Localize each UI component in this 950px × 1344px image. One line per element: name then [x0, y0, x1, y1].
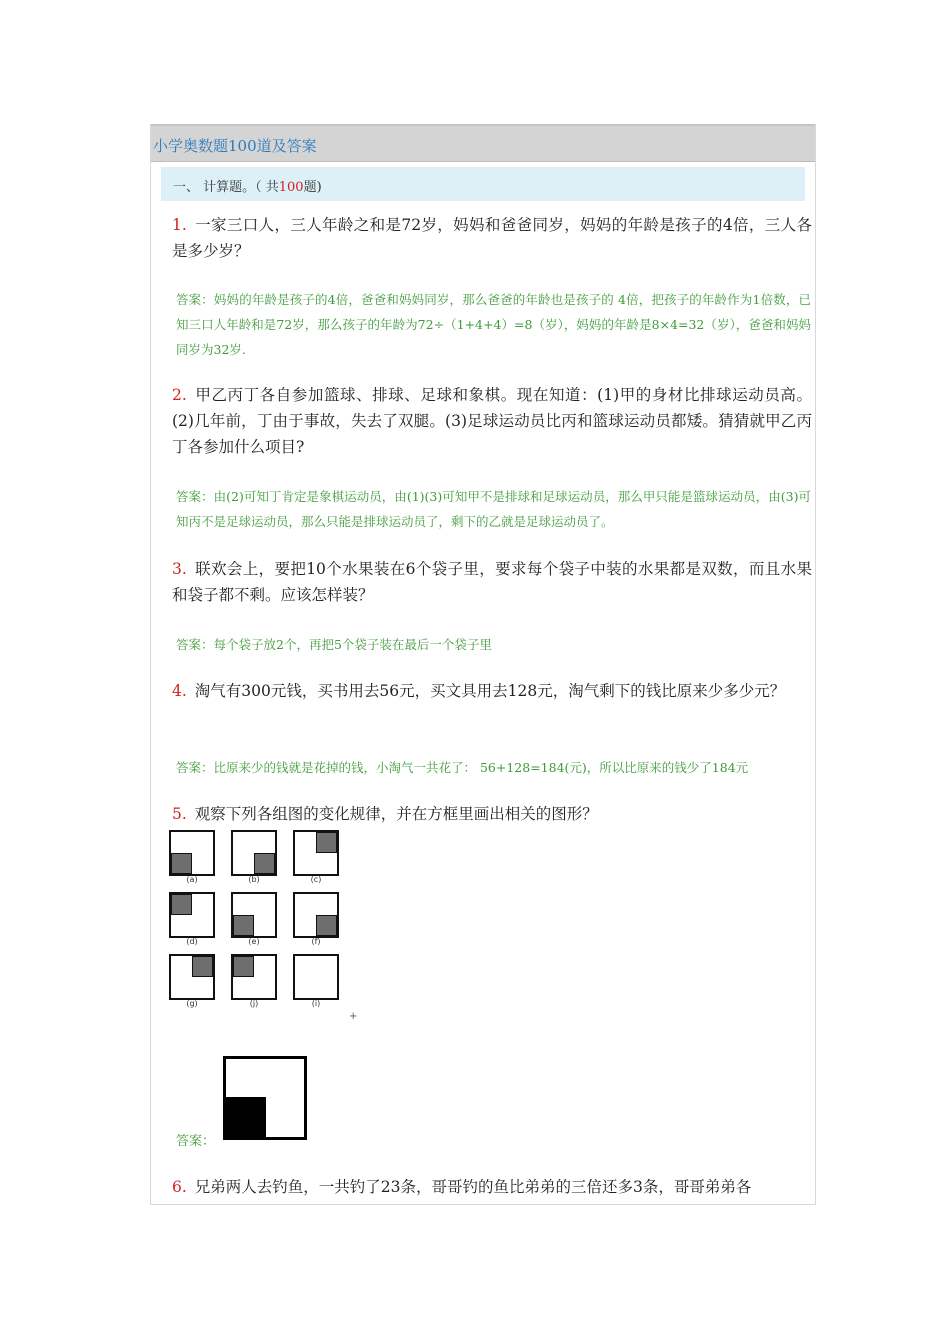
puzzle-cell — [231, 954, 277, 1010]
question-text: 联欢会上，要把10个水果装在6个袋子里，要求每个袋子中装的水果都是双数，而且水果和袋子都不剩。应该怎样装？ — [172, 560, 812, 604]
question-6 — [172, 1174, 812, 1200]
shaded-quadrant — [233, 956, 254, 977]
puzzle-cell — [169, 954, 215, 1010]
question-number: 6. — [172, 1178, 187, 1196]
question-count: 100 — [278, 180, 304, 195]
question-1 — [172, 212, 812, 264]
question-text: 淘气有300元钱，买书用去56元，买文具用去128元，淘气剩下的钱比原来少多少元？ — [194, 682, 786, 700]
question-text: 一家三口人，三人年龄之和是72岁，妈妈和爸爸同岁，妈妈的年龄是孩子的4倍，三人各是多少岁？ — [172, 216, 812, 260]
shaded-quadrant — [233, 915, 254, 936]
puzzle-cell — [293, 892, 339, 948]
puzzle-cell — [169, 830, 215, 886]
section-suffix: 题) — [303, 180, 322, 195]
puzzle-cell — [231, 892, 277, 948]
puzzle-square — [169, 954, 215, 1000]
question-text: 观察下列各组图的变化规律，并在方框里画出相关的图形？ — [194, 805, 598, 823]
question-text: 甲乙丙丁各自参加篮球、排球、足球和象棋。现在知道：(1)甲的身材比排球运动员高。(2)几年前，丁由于事故，失去了双腿。(3)足球运动员比丙和篮球运动员都矮。猜猜就甲乙丙丁各参加什么项目? — [172, 386, 812, 456]
page-title: 小学奥数题100道及答案 — [153, 137, 317, 155]
question-number: 4. — [172, 682, 187, 700]
question-5 — [172, 801, 812, 827]
title-bar — [151, 124, 815, 162]
puzzle-cell — [169, 892, 215, 948]
puzzle-cell-label: (b) — [248, 875, 260, 884]
puzzle-cell — [231, 830, 277, 886]
shaded-quadrant — [316, 832, 337, 853]
puzzle-cell-label: (a) — [186, 875, 198, 884]
puzzle-square — [231, 954, 277, 1000]
puzzle-square — [169, 892, 215, 938]
question-number: 3. — [172, 560, 187, 578]
puzzle-cell — [293, 830, 339, 886]
question-3 — [172, 556, 812, 608]
puzzle-cell-label: (c) — [310, 875, 322, 884]
question-2 — [172, 382, 812, 460]
puzzle-cell-label: (g) — [186, 999, 198, 1008]
shaded-quadrant — [316, 915, 337, 936]
puzzle-cell-label: (e) — [248, 937, 260, 946]
puzzle-square — [231, 830, 277, 876]
puzzle-cell-label: (j) — [249, 999, 259, 1008]
puzzle-cell-label: (i) — [311, 999, 321, 1008]
section-header — [161, 167, 805, 201]
answer-4: 答案：比原来少的钱就是花掉的钱，小淘气一共花了： 56+128=184(元)，所以比原来的钱少了184元 — [176, 760, 749, 775]
document-frame — [150, 124, 816, 1205]
question-number: 1. — [172, 216, 187, 234]
shaded-quadrant — [254, 853, 275, 874]
puzzle-cell-label: (d) — [186, 937, 198, 946]
puzzle-square — [169, 830, 215, 876]
question-number: 2. — [172, 386, 187, 404]
section-prefix: 一、 计算题。（ 共 — [173, 180, 279, 195]
answer-3: 答案：每个袋子放2个，再把5个袋子装在最后一个袋子里 — [176, 637, 492, 652]
puzzle-square — [293, 830, 339, 876]
question-text: 兄弟两人去钓鱼，一共钓了23条，哥哥钓的鱼比弟弟的三倍还多3条，哥哥弟弟各 — [194, 1178, 752, 1196]
shaded-square — [226, 1097, 266, 1137]
question-number: 5. — [172, 805, 187, 823]
answer-5-figure — [223, 1056, 307, 1140]
shaded-quadrant — [192, 956, 213, 977]
question-4 — [172, 678, 812, 704]
plus-mark: + — [349, 1011, 358, 1022]
puzzle-cell — [293, 954, 339, 1010]
puzzle-square — [293, 892, 339, 938]
answer-1: 答案：妈妈的年龄是孩子的4倍，爸爸和妈妈同岁，那么爸爸的年龄也是孩子的 4倍，把孩子的年龄作为1倍数，已知三口人年龄和是72岁，那么孩子的年龄为72÷（1+4+4）=8（岁），妈妈的年龄是8×4=32（岁），爸爸和妈妈同岁为32岁. — [176, 292, 811, 357]
shaded-quadrant — [171, 894, 192, 915]
answer-2: 答案：由(2)可知丁肯定是象棋运动员，由(1)(3)可知甲不是排球和足球运动员，那么甲只能是篮球运动员，由(3)可知丙不是足球运动员，那么只能是排球运动员了，剩下的乙就是足球运动员了。 — [176, 489, 811, 529]
answer-5-label: 答案： — [176, 1134, 216, 1149]
puzzle-square — [293, 954, 339, 1000]
puzzle-square — [231, 892, 277, 938]
shaded-quadrant — [171, 853, 192, 874]
puzzle-cell-label: (f) — [311, 937, 321, 946]
